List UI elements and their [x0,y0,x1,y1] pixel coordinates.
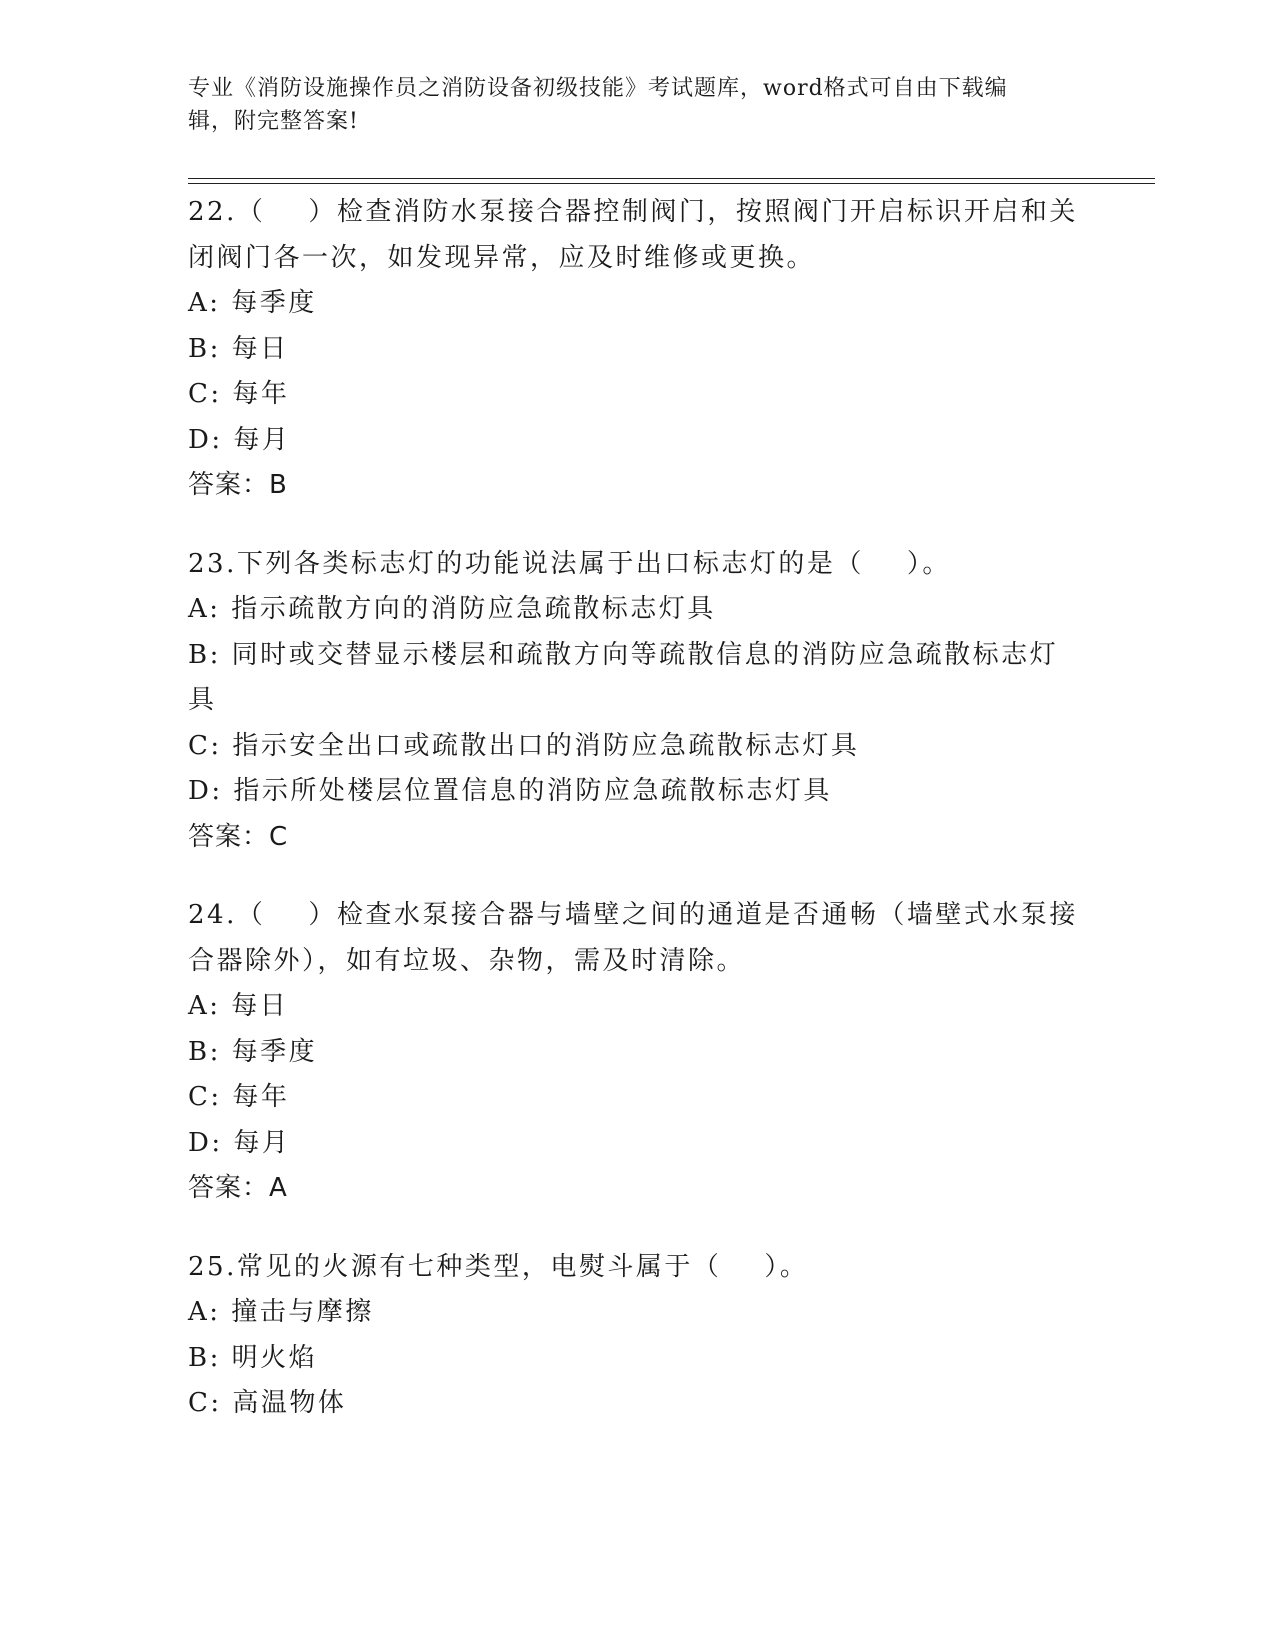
option-d: D: 每月 [188,424,291,455]
question-list [188,190,1088,1460]
option-c: C: 指示安全出口或疏散出口的消防应急疏散标志灯具 [188,730,860,761]
question-stem-line: 25.常见的火源有七种类型，电熨斗属于（ ）。 [188,1251,809,1282]
header-divider-top [188,178,1155,179]
option-c: C: 高温物体 [188,1388,347,1418]
option-a: A: 指示疏散方向的消防应急疏散标志灯具 [188,594,716,624]
question-stem-line: 合器除外），如有垃圾、杂物，需及时清除。 [188,945,746,976]
option-c: C: 每年 [188,1082,290,1112]
answer-text: 答案：B [188,470,288,500]
option-b: B: 每日 [188,333,289,364]
option-d: D: 每月 [188,1127,291,1158]
option-c: C: 每年 [188,379,290,409]
question-stem-line: 闭阀门各一次，如发现异常，应及时维修或更换。 [188,242,816,273]
option-d: D: 指示所处楼层位置信息的消防应急疏散标志灯具 [188,776,832,806]
question-stem-line: 24.（ ）检查水泵接合器与墙壁之间的通道是否通畅（墙壁式水泵接 [188,900,1078,930]
question-stem-line: 22.（ ）检查消防水泵接合器控制阀门，按照阀门开启标识开启和关 [188,197,1078,227]
document-header [188,72,1088,138]
question-23 [188,542,1088,861]
header-divider-bottom [188,183,1155,184]
option-b-continued: 具 [188,685,217,715]
header-line-1: 专业《消防设施操作员之消防设备初级技能》考试题库，word格式可自由下载编 [188,76,1008,101]
answer-text: 答案：C [188,821,289,852]
question-stem-line: 23.下列各类标志灯的功能说法属于出口标志灯的是（ ）。 [188,548,951,579]
question-24 [188,893,1088,1212]
question-22 [188,190,1088,509]
question-25 [188,1245,1088,1427]
option-a: A: 每日 [188,991,289,1021]
header-line-2: 辑，附完整答案! [188,109,359,134]
option-b: B: 同时或交替显示楼层和疏散方向等疏散信息的消防应急疏散标志灯 [188,639,1059,670]
option-b: B: 每季度 [188,1036,318,1067]
option-a: A: 撞击与摩擦 [188,1297,374,1327]
option-b: B: 明火焰 [188,1342,318,1373]
answer-text: 答案：A [188,1173,288,1203]
option-a: A: 每季度 [188,288,317,318]
